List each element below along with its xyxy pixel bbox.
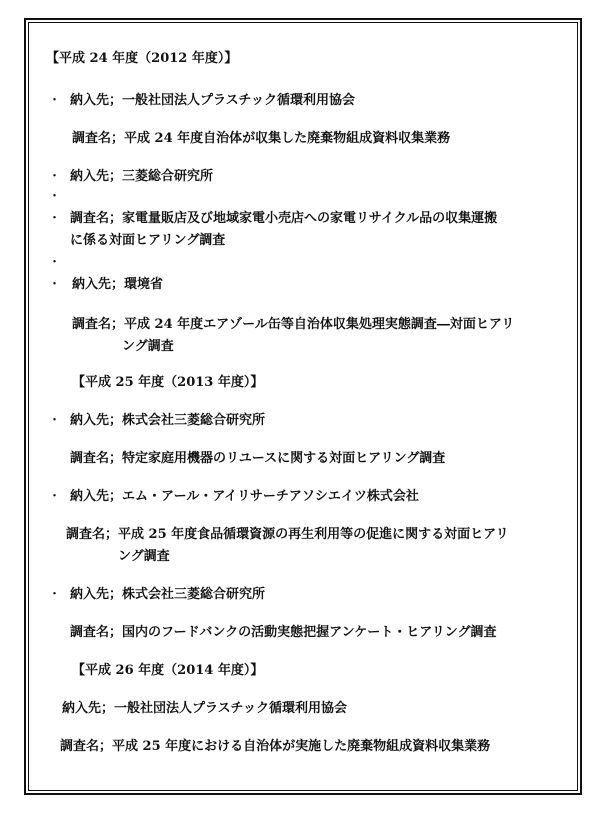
bullet: ・ xyxy=(48,169,62,184)
client-line: 納入先；エム・アール・アイリサーチアソシエイツ株式会社 xyxy=(70,489,419,504)
survey-line: 調査名；特定家庭用機器のリユースに関する対面ヒアリング調査 xyxy=(70,451,446,466)
survey-line-cont: ング調査 xyxy=(118,549,170,564)
client-line: 納入先；環境省 xyxy=(72,277,164,292)
client-line: 納入先；一般社団法人プラスチック循環利用協会 xyxy=(70,93,355,108)
section-header-2014: 【平成 26 年度（2014 年度）】 xyxy=(72,663,264,678)
bullet: ・ xyxy=(48,189,62,204)
bullet: ・ xyxy=(48,255,62,270)
bullet: ・ xyxy=(48,587,62,602)
survey-line: 調査名；平成 25 年度における自治体が実施した廃棄物組成資料収集業務 xyxy=(60,739,491,754)
survey-line-cont: ング調査 xyxy=(122,339,174,354)
client-line: 納入先；三菱総合研究所 xyxy=(70,169,214,184)
survey-line: 調査名；平成 24 年度エアゾール缶等自治体収集処理実態調査―対面ヒアリ xyxy=(72,317,515,332)
survey-line-cont: に係る対面ヒアリング調査 xyxy=(70,233,226,248)
survey-line: 調査名；平成 25 年度食品循環資源の再生利用等の促進に関する対面ヒアリ xyxy=(66,527,509,542)
client-line: 納入先；株式会社三菱総合研究所 xyxy=(70,413,266,428)
survey-line: 調査名；国内のフードバンクの活動実態把握アンケート・ヒアリング調査 xyxy=(70,625,497,640)
bullet: ・ xyxy=(48,489,62,504)
survey-line: 調査名；平成 24 年度自治体が収集した廃棄物組成資料収集業務 xyxy=(72,131,451,146)
client-line: 納入先；一般社団法人プラスチック循環利用協会 xyxy=(62,701,347,716)
section-header-2012: 【平成 24 年度（2012 年度）】 xyxy=(46,51,238,66)
bullet: ・ xyxy=(48,277,62,292)
section-header-2013: 【平成 25 年度（2013 年度）】 xyxy=(72,375,264,390)
bullet: ・ xyxy=(48,211,62,226)
bullet: ・ xyxy=(48,93,62,108)
bullet: ・ xyxy=(48,413,62,428)
survey-line: 調査名；家電量販店及び地域家電小売店への家電リサイクル品の収集運搬 xyxy=(70,211,498,226)
client-line: 納入先；株式会社三菱総合研究所 xyxy=(70,587,266,602)
